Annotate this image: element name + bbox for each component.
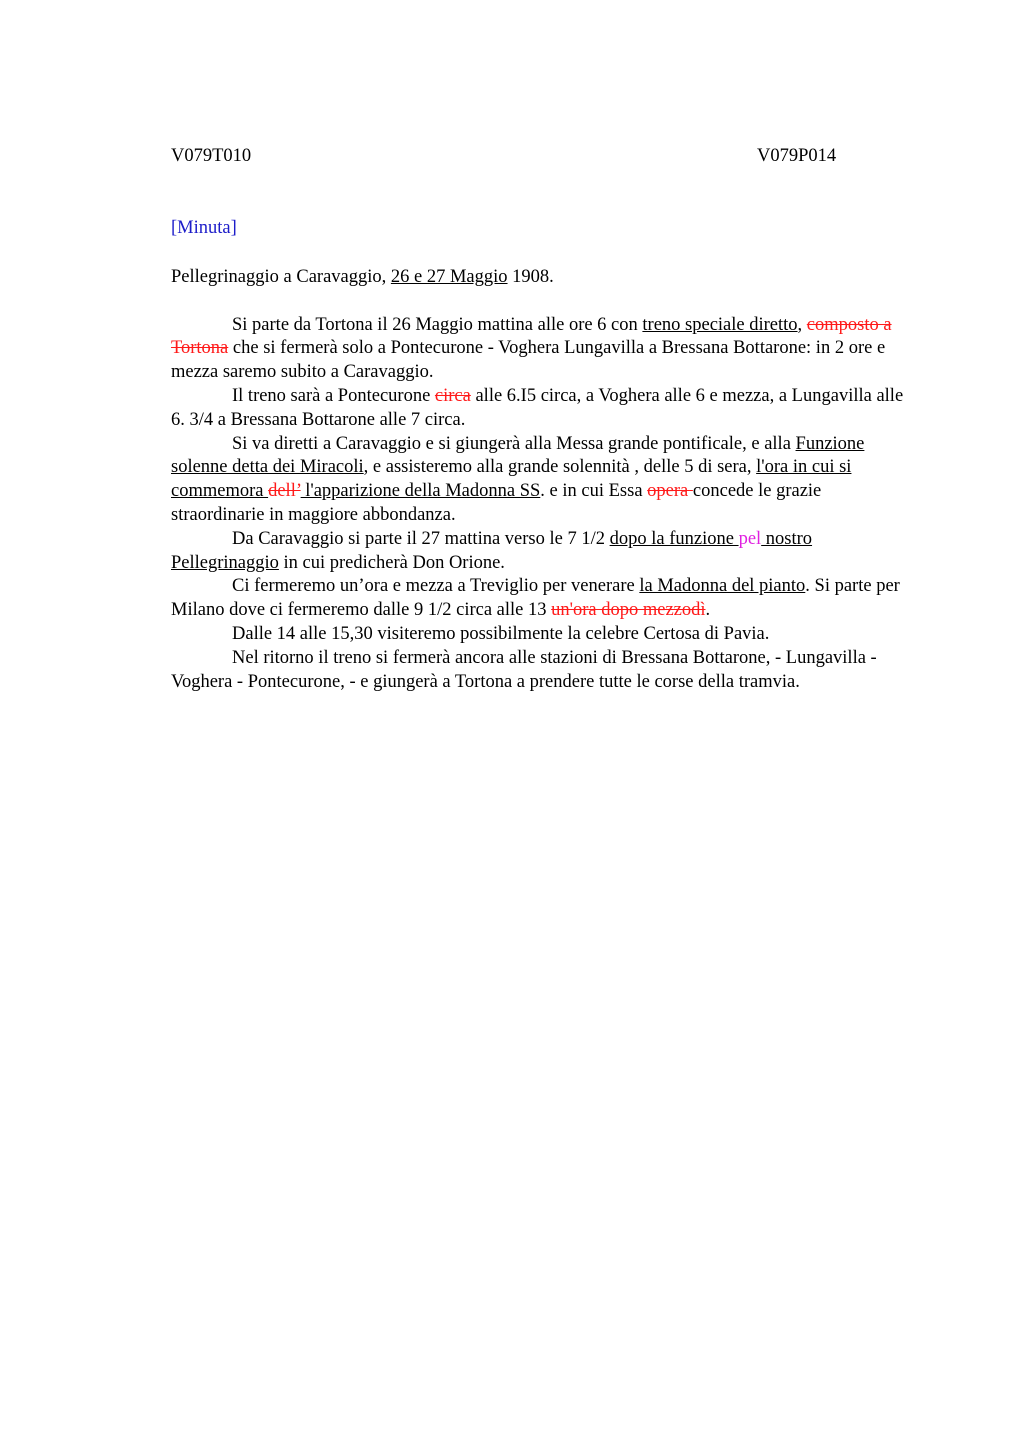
text: Si va diretti a Caravaggio e si giungerà alla Messa grande pontificale, e alla xyxy=(232,433,796,454)
text: alle 6.I5 circa, a Voghera alle 6 e mezza, a Lungavilla alle 6. 3/4 a Bressana Bottarone alle 7 circa. xyxy=(171,385,904,430)
text: Nel ritorno il treno si fermerà ancora alle stazioni di Bressana Bottarone, - Lungavilla - Voghera - Pontecurone, - e giungerà a Tortona a prendere tutte le corse della tramvia. xyxy=(171,647,877,692)
text: concede le grazie straordinarie in maggiore abbondanza. xyxy=(171,481,822,525)
underlined-text: dopo la funzione xyxy=(609,528,739,549)
text: , xyxy=(797,314,807,335)
document-title xyxy=(171,266,919,290)
document-body xyxy=(171,266,919,694)
paragraph-4 xyxy=(171,528,919,576)
text: Il treno sarà a Pontecurone xyxy=(232,385,435,406)
deleted-text: dell’ xyxy=(268,481,301,502)
underlined-text: nostro Pellegrinaggio xyxy=(171,528,813,573)
paragraph-2 xyxy=(171,385,919,433)
document-code-left: V079T010 xyxy=(171,146,252,166)
text: Si parte da Tortona il 26 Maggio mattina alle ore 6 con xyxy=(232,314,643,335)
text: , e assisteremo alla grande solennità , delle 5 di sera, xyxy=(363,457,757,478)
text: Da Caravaggio si parte il 27 mattina verso le 7 1/2 xyxy=(232,528,610,549)
paragraph-3 xyxy=(171,433,919,528)
paragraph-1 xyxy=(171,314,919,385)
deleted-text: un'ora dopo mezzodì xyxy=(551,600,706,621)
text: . e in cui Essa xyxy=(540,481,648,502)
underlined-text: la Madonna del pianto xyxy=(639,576,806,597)
paragraph-6 xyxy=(171,623,919,647)
paragraph-5 xyxy=(171,575,919,623)
paragraph-7 xyxy=(171,647,919,695)
text: che si fermerà solo a Pontecurone - Voghera Lungavilla a Bressana Bottarone: in 2 ore e mezza saremo subito a Caravaggio. xyxy=(171,338,886,383)
text: Ci fermeremo un’ora e mezza a Treviglio per venerare xyxy=(232,576,640,597)
text: in cui predicherà Don Orione. xyxy=(278,552,505,573)
deleted-text: circa xyxy=(434,385,471,406)
inserted-text: pel xyxy=(738,528,762,549)
text: . Si parte per Milano dove ci fermeremo dalle 9 1/2 circa alle 13 xyxy=(171,576,900,621)
title-year: 1908. xyxy=(507,267,554,287)
text: . xyxy=(705,600,711,621)
document-code-right: V079P014 xyxy=(757,146,837,166)
title-text: Pellegrinaggio a Caravaggio, xyxy=(171,267,391,287)
minuta-label: [Minuta] xyxy=(171,218,237,238)
underlined-text: l'apparizione della Madonna SS xyxy=(300,481,541,502)
text: Dalle 14 alle 15,30 visiteremo possibilmente la celebre Certosa di Pavia. xyxy=(232,623,770,644)
deleted-text: opera xyxy=(647,481,693,502)
deleted-text: composto a Tortona xyxy=(171,314,892,359)
title-date: 26 e 27 Maggio xyxy=(390,267,508,287)
underlined-text: treno speciale diretto xyxy=(642,314,798,335)
underlined-text: Funzione solenne detta dei Miracoli xyxy=(171,433,865,478)
underlined-text: l'ora in cui si commemora xyxy=(171,457,852,502)
